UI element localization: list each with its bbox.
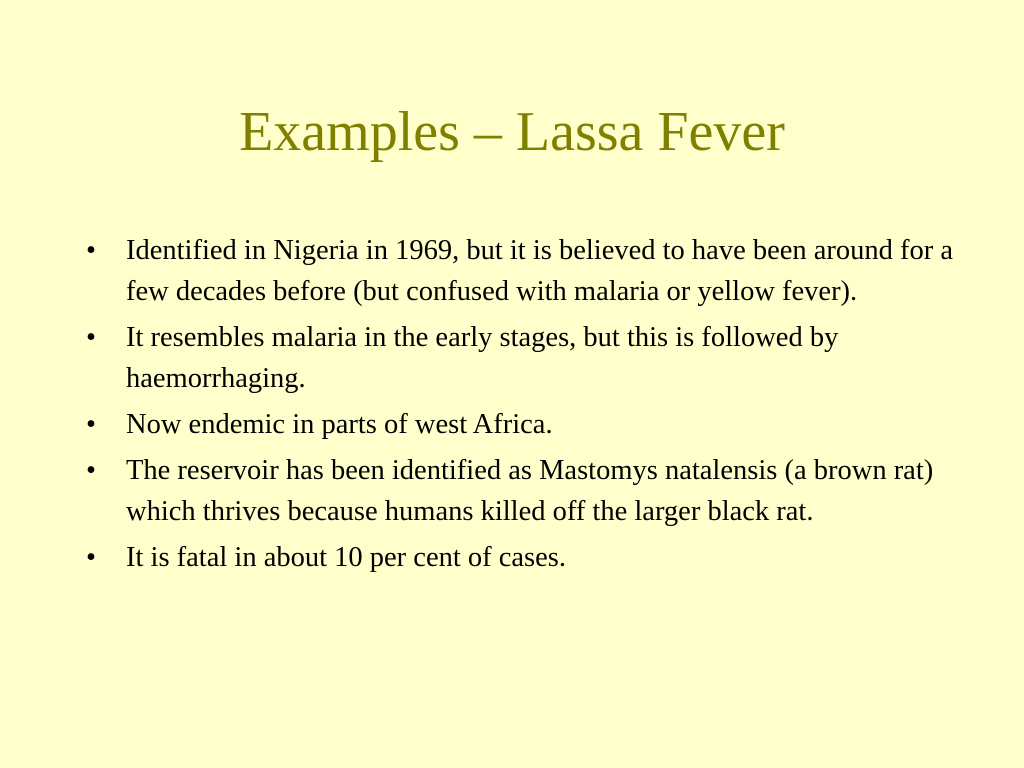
bullet-item (84, 450, 954, 532)
bullet-dot-icon: • (86, 322, 96, 353)
bullet-item (84, 537, 954, 578)
slide-title: Examples – Lassa Fever (239, 101, 785, 163)
bullet-dot-icon: • (86, 235, 96, 266)
bullet-item (84, 230, 954, 312)
bullet-item (84, 317, 954, 399)
bullet-text: It resembles malaria in the early stages, but this is followed by haemorrhaging. (126, 322, 839, 394)
bullet-text: Now endemic in parts of west Africa. (126, 409, 553, 440)
bullet-text: Identified in Nigeria in 1969, but it is believed to have been around for a few decades before (but confused with malaria or yellow fever). (126, 235, 954, 307)
bullet-item (84, 404, 954, 445)
bullet-text: It is fatal in about 10 per cent of cases. (126, 542, 567, 573)
bullet-text: The reservoir has been identified as Mastomys natalensis (a brown rat) which thrives because humans killed off the larger black rat. (126, 455, 934, 527)
bullet-dot-icon: • (86, 455, 96, 486)
bullet-dot-icon: • (86, 542, 96, 573)
bullet-list (84, 230, 954, 583)
bullet-dot-icon: • (86, 409, 96, 440)
